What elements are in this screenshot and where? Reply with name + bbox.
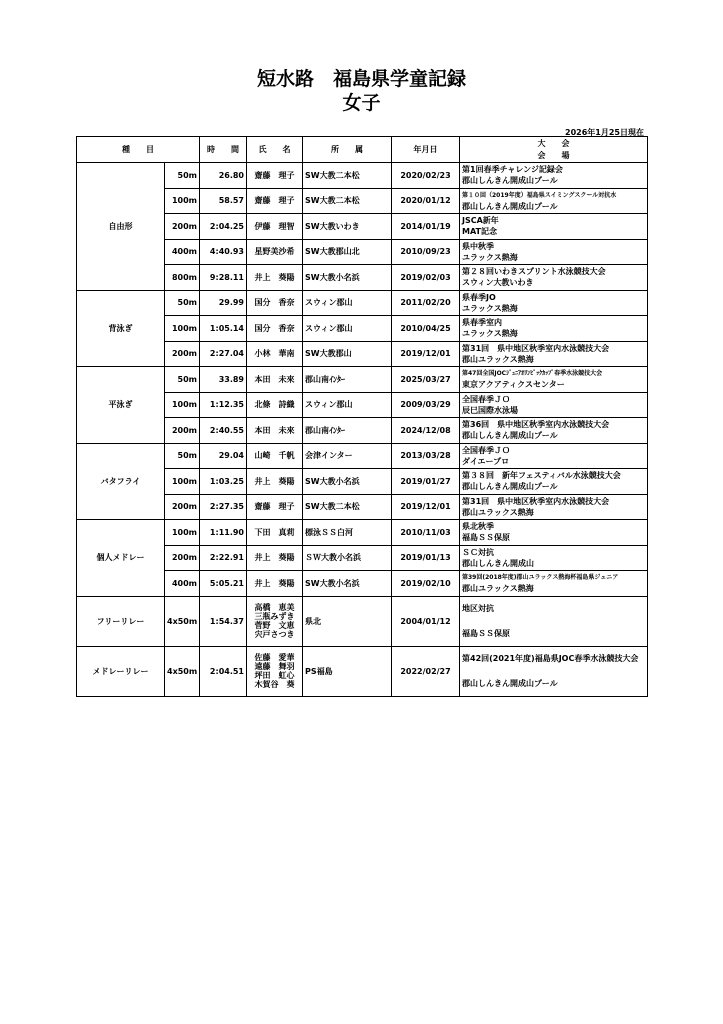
meet-venue-cell <box>460 239 648 265</box>
event-name: 自由形 <box>77 163 165 291</box>
record-time: 29.04 <box>200 443 247 469</box>
team-name: SW大教小名浜 <box>303 571 392 597</box>
meet-name: 県北秋季 <box>462 522 494 532</box>
record-date: 2010/11/03 <box>392 520 460 546</box>
record-time: 1:11.90 <box>200 520 247 546</box>
meet-venue-cell <box>460 646 648 696</box>
distance: 4x50m <box>165 596 200 646</box>
record-date: 2020/01/12 <box>392 188 460 214</box>
distance: 200m <box>165 341 200 367</box>
venue-name: 郡山ユラックス熱海 <box>462 507 534 517</box>
venue-name: MAT記念 <box>462 227 497 237</box>
distance: 100m <box>165 188 200 214</box>
team-name: スウィン郡山 <box>303 316 392 342</box>
meet-name: 第1回春季チャレンジ記録会 <box>462 165 563 175</box>
venue-name: 郡山しんきん開成山プール <box>462 482 558 492</box>
venue-name: 東京アクアティクスセンター <box>462 380 565 390</box>
record-date: 2010/09/23 <box>392 239 460 265</box>
team-name: 郡山南ｲﾝﾀｰ <box>303 367 392 393</box>
record-date: 2019/02/10 <box>392 571 460 597</box>
event-name: フリーリレー <box>77 596 165 646</box>
record-date: 2013/03/28 <box>392 443 460 469</box>
venue-name: 福島ＳＳ保原 <box>462 629 510 638</box>
swimmer-name: 国分 香奈 <box>247 316 303 342</box>
swimmer-name: 星野美沙希 <box>247 239 303 265</box>
meet-name: 第３８回 新年フェスティバル水泳競技大会 <box>462 471 621 481</box>
swimmer-name: 小林 華南 <box>247 341 303 367</box>
swimmer-name: 伊藤 理智 <box>247 214 303 240</box>
swimmer-name: 齋藤 理子 <box>247 188 303 214</box>
meet-name: 第２８回いわきスプリント水泳競技大会 <box>462 267 606 277</box>
meet-venue-cell <box>460 494 648 520</box>
record-date: 2009/03/29 <box>392 392 460 418</box>
record-time: 2:40.55 <box>200 418 247 444</box>
record-date: 2024/12/08 <box>392 418 460 444</box>
swimmer-name: 国分 香奈 <box>247 290 303 316</box>
team-name: 郡山南ｲﾝﾀｰ <box>303 418 392 444</box>
record-time: 29.99 <box>200 290 247 316</box>
team-name: 会津インター <box>303 443 392 469</box>
meet-name: 全国春季ＪＯ <box>462 394 510 404</box>
team-name: ＳＷ大教小名浜 <box>303 545 392 571</box>
meet-venue-cell <box>460 290 648 316</box>
meet-venue-cell <box>460 367 648 393</box>
swimmer-name: 本田 未來 <box>247 418 303 444</box>
venue-name: 郡山しんきん開成山プール <box>462 679 558 688</box>
meet-name: 第47回全国JOCｼﾞｭﾆｱｵﾘﾝﾋﾟｯｸｶｯﾌﾟ春季水泳競技大会 <box>462 370 603 378</box>
page-title: 短水路 福島県学童記録 <box>256 68 466 90</box>
team-name: スウィン郡山 <box>303 392 392 418</box>
table-row <box>77 520 648 546</box>
record-date: 2011/02/20 <box>392 290 460 316</box>
team-name: SW大教小名浜 <box>303 469 392 495</box>
table-row <box>77 290 648 316</box>
meet-venue-cell <box>460 571 648 597</box>
meet-name: 第１０回（2019年度）福島県スイミングスクール対抗水 <box>462 191 617 199</box>
meet-name: 全国春季ＪＯ <box>462 445 510 455</box>
meet-venue-cell <box>460 316 648 342</box>
distance: 50m <box>165 163 200 189</box>
meet-name: 県春季室内 <box>462 318 502 328</box>
event-name: 個人メドレー <box>77 520 165 597</box>
venue-name: 郡山しんきん開成山プール <box>462 176 558 186</box>
header-name: 氏 名 <box>247 137 303 163</box>
record-time: 1:54.37 <box>200 596 247 646</box>
meet-name: 県中秋季 <box>462 241 494 251</box>
distance: 200m <box>165 494 200 520</box>
meet-venue-cell <box>460 418 648 444</box>
relay-row <box>77 646 648 696</box>
team-name: SW大教郡山北 <box>303 239 392 265</box>
swimmer-name: 齋藤 理子 <box>247 494 303 520</box>
meet-name: 第42回(2021年度)福島県JOC春季水泳競技大会 <box>462 654 639 663</box>
meet-venue-cell <box>460 214 648 240</box>
swimmer-name: 高橋 恵美 <box>254 603 295 612</box>
swimmer-name: 下田 真莉 <box>247 520 303 546</box>
swimmer-name: 井上 葵陽 <box>247 469 303 495</box>
record-time: 1:03.25 <box>200 469 247 495</box>
record-date: 2025/03/27 <box>392 367 460 393</box>
venue-name: ユラックス熱海 <box>462 329 518 339</box>
distance: 100m <box>165 520 200 546</box>
distance: 100m <box>165 469 200 495</box>
venue-name: ユラックス熱海 <box>462 303 518 313</box>
header-time: 時 間 <box>200 137 247 163</box>
venue-name: 辰巳国際水泳場 <box>462 405 518 415</box>
swimmer-name: 坪田 虹心 <box>254 671 295 680</box>
team-name: 標泳ＳＳ白河 <box>303 520 392 546</box>
record-time: 2:22.91 <box>200 545 247 571</box>
swimmer-name: 北條 詩織 <box>247 392 303 418</box>
record-date: 2022/02/27 <box>392 646 460 696</box>
page-subtitle: 女子 <box>342 92 381 114</box>
venue-name: 郡山しんきん開成山プール <box>462 431 558 441</box>
relay-row <box>77 596 648 646</box>
distance: 100m <box>165 316 200 342</box>
distance: 400m <box>165 571 200 597</box>
distance: 800m <box>165 265 200 291</box>
event-name: 背泳ぎ <box>77 290 165 367</box>
record-date: 2019/12/01 <box>392 341 460 367</box>
distance: 200m <box>165 214 200 240</box>
table-row <box>77 443 648 469</box>
meet-name: ＳＣ対抗 <box>462 547 494 557</box>
record-time: 58.57 <box>200 188 247 214</box>
distance: 4x50m <box>165 646 200 696</box>
team-name: SW大教二本松 <box>303 188 392 214</box>
meet-venue-cell <box>460 520 648 546</box>
meet-venue-cell <box>460 341 648 367</box>
record-date: 2004/01/12 <box>392 596 460 646</box>
meet-name: 第36回 県中地区秋季室内水泳競技大会 <box>462 420 610 430</box>
team-name: スウィン郡山 <box>303 290 392 316</box>
distance: 200m <box>165 545 200 571</box>
records-table <box>76 136 648 697</box>
table-row <box>77 367 648 393</box>
header-meet: 大 会 <box>537 138 570 148</box>
swimmer-name: 本田 未來 <box>247 367 303 393</box>
swimmer-name: 井上 葵陽 <box>247 265 303 291</box>
header-date: 年月日 <box>392 137 460 163</box>
venue-name: 福島ＳＳ保原 <box>462 533 510 543</box>
swimmer-name: 齋藤 理子 <box>247 163 303 189</box>
table-row <box>77 163 648 189</box>
venue-name: 郡山ユラックス熱海 <box>462 584 534 594</box>
meet-venue-cell <box>460 392 648 418</box>
meet-venue-cell <box>460 469 648 495</box>
meet-venue-cell <box>460 265 648 291</box>
event-name: 平泳ぎ <box>77 367 165 444</box>
event-name: バタフライ <box>77 443 165 520</box>
record-date: 2019/12/01 <box>392 494 460 520</box>
record-date: 2014/01/19 <box>392 214 460 240</box>
venue-name: ユラックス熱海 <box>462 252 518 262</box>
meet-name: 地区対抗 <box>462 604 494 613</box>
swimmer-name: 遠藤 舞羽 <box>254 662 295 671</box>
meet-venue-cell <box>460 443 648 469</box>
meet-venue-cell <box>460 596 648 646</box>
meet-name: 第39回(2018年度)郡山ユラックス熱海杯福島県ジュニア <box>462 574 619 582</box>
swimmer-name: 木賀谷 葵 <box>254 680 295 689</box>
team-name: 県北 <box>303 596 392 646</box>
relay-swimmers <box>247 646 303 696</box>
records-body <box>77 163 648 697</box>
as-of-date: 2026年1月25日現在 <box>565 128 644 137</box>
meet-name: 第31回 県中地区秋季室内水泳競技大会 <box>462 343 610 353</box>
header-team: 所 属 <box>303 137 392 163</box>
venue-name: 郡山ユラックス熱海 <box>462 354 534 364</box>
meet-name: 県春季JO <box>462 292 496 302</box>
distance: 50m <box>165 367 200 393</box>
event-name: メドレーリレー <box>77 646 165 696</box>
record-date: 2010/04/25 <box>392 316 460 342</box>
meet-venue-cell <box>460 188 648 214</box>
distance: 100m <box>165 392 200 418</box>
venue-name: 郡山しんきん開成山 <box>462 558 534 568</box>
record-time: 1:12.35 <box>200 392 247 418</box>
table-header-row <box>77 137 648 163</box>
record-time: 26.80 <box>200 163 247 189</box>
team-name: SW大教二本松 <box>303 163 392 189</box>
swimmer-name: 井上 葵陽 <box>247 545 303 571</box>
distance: 50m <box>165 443 200 469</box>
record-time: 2:04.25 <box>200 214 247 240</box>
venue-name: ダイエープロ <box>462 456 510 466</box>
distance: 200m <box>165 418 200 444</box>
record-time: 2:27.04 <box>200 341 247 367</box>
record-time: 5:05.21 <box>200 571 247 597</box>
swimmer-name: 山崎 千帆 <box>247 443 303 469</box>
relay-swimmers <box>247 596 303 646</box>
venue-name: スウィン大教いわき <box>462 278 534 288</box>
record-date: 2019/01/13 <box>392 545 460 571</box>
record-time: 2:27.35 <box>200 494 247 520</box>
distance: 400m <box>165 239 200 265</box>
team-name: SW大教いわき <box>303 214 392 240</box>
swimmer-name: 菅野 文恵 <box>254 621 295 630</box>
header-meet-venue <box>460 137 648 163</box>
team-name: PS福島 <box>303 646 392 696</box>
swimmer-name: 三瓶みずき <box>254 612 295 621</box>
record-time: 9:28.11 <box>200 265 247 291</box>
record-time: 1:05.14 <box>200 316 247 342</box>
header-event: 種 目 <box>77 137 200 163</box>
meet-name: JSCA新年 <box>462 216 499 226</box>
header-venue: 会 場 <box>537 150 570 160</box>
record-time: 33.89 <box>200 367 247 393</box>
venue-name: 郡山しんきん開成山プール <box>462 201 558 211</box>
record-date: 2019/02/03 <box>392 265 460 291</box>
record-time: 4:40.93 <box>200 239 247 265</box>
distance: 50m <box>165 290 200 316</box>
record-date: 2020/02/23 <box>392 163 460 189</box>
swimmer-name: 宍戸さつき <box>254 630 295 639</box>
team-name: SW大教小名浜 <box>303 265 392 291</box>
record-time: 2:04.51 <box>200 646 247 696</box>
team-name: SW大教郡山 <box>303 341 392 367</box>
record-date: 2019/01/27 <box>392 469 460 495</box>
meet-venue-cell <box>460 545 648 571</box>
meet-name: 第31回 県中地区秋季室内水泳競技大会 <box>462 496 610 506</box>
team-name: SW大教二本松 <box>303 494 392 520</box>
swimmer-name: 井上 葵陽 <box>247 571 303 597</box>
meet-venue-cell <box>460 163 648 189</box>
swimmer-name: 佐藤 愛華 <box>254 653 295 662</box>
